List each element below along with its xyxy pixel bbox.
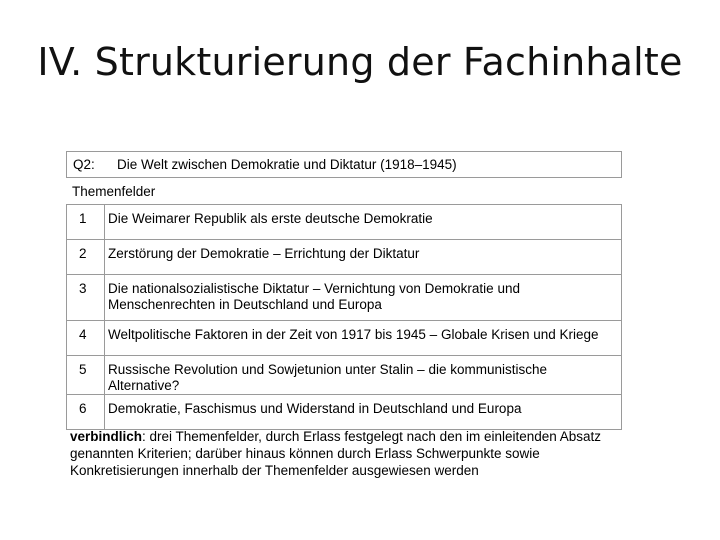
table-row	[67, 356, 622, 395]
row-text: Die Weimarer Republik als erste deutsche Demokratie	[105, 205, 622, 240]
themenfelder-table	[66, 204, 622, 430]
row-number: 5	[67, 356, 105, 395]
table-row	[67, 275, 622, 321]
row-text: Russische Revolution und Sowjetunion unter Stalin – die kommunistische Alternative?	[105, 356, 622, 395]
question-title: Die Welt zwischen Demokratie und Diktatur (1918–1945)	[117, 157, 457, 172]
footer-note	[70, 428, 620, 479]
themenfelder-label: Themenfelder	[72, 184, 156, 199]
table-row	[67, 240, 622, 275]
row-number: 1	[67, 205, 105, 240]
row-text: Die nationalsozialistische Diktatur – Vernichtung von Demokratie und Menschenrechten in Deutschland und Europa	[105, 275, 622, 321]
row-text: Zerstörung der Demokratie – Errichtung der Diktatur	[105, 240, 622, 275]
question-box	[66, 151, 622, 178]
row-number: 2	[67, 240, 105, 275]
table-row	[67, 395, 622, 430]
row-text: Weltpolitische Faktoren in der Zeit von 1917 bis 1945 – Globale Krisen und Kriege	[105, 321, 622, 356]
row-number: 4	[67, 321, 105, 356]
row-number: 3	[67, 275, 105, 321]
row-number: 6	[67, 395, 105, 430]
question-code: Q2:	[73, 157, 95, 172]
footer-text: : drei Themenfelder, durch Erlass festgelegt nach den im einleitenden Absatz genannten Kriterien; darüber hinaus können durch Erlass Schwerpunkte sowie Konkretisierungen innerhalb der Themenfelder ausgewiesen werden	[70, 429, 602, 478]
table-row	[67, 205, 622, 240]
footer-bold-label: verbindlich	[70, 429, 143, 444]
table-row	[67, 321, 622, 356]
row-text: Demokratie, Faschismus und Widerstand in Deutschland und Europa	[105, 395, 622, 430]
slide-title: IV. Strukturierung der Fachinhalte	[37, 40, 683, 84]
